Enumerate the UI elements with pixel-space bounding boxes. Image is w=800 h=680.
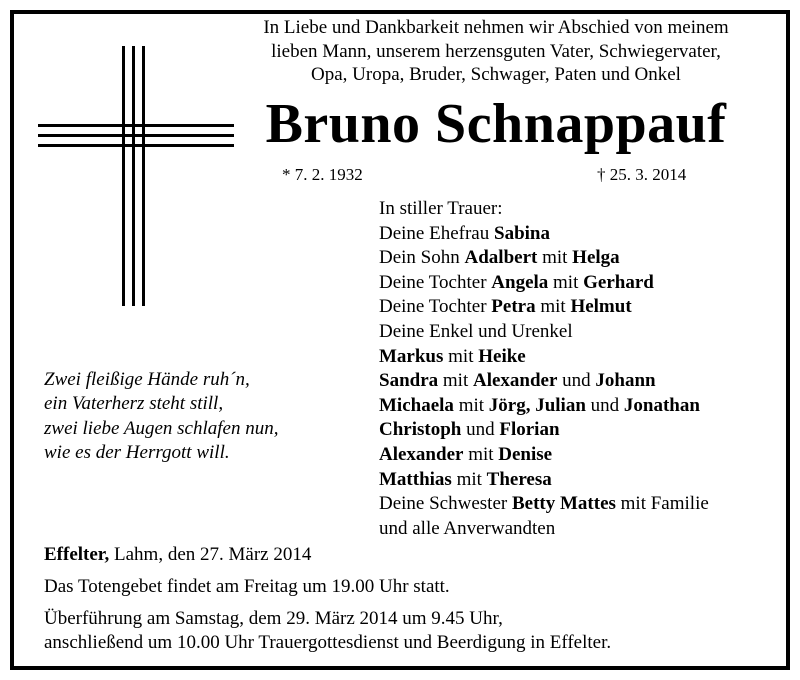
intro-text bbox=[236, 16, 756, 87]
transfer-line: anschließend um 10.00 Uhr Trauergottesdienst und Beerdigung in Effelter. bbox=[44, 632, 612, 653]
mourner-name: Jonathan bbox=[623, 394, 700, 416]
place-date bbox=[44, 543, 784, 567]
deceased-name: Bruno Schnappauf bbox=[265, 93, 727, 155]
mourner-name: Alexander bbox=[379, 443, 464, 465]
mourner-text: und alle Anverwandten bbox=[379, 517, 556, 539]
mourner-text: Deine Schwester bbox=[379, 493, 512, 515]
prayer-info: Das Totengebet findet am Freitag um 19.00 Uhr statt. bbox=[44, 576, 450, 597]
mourner-text: Deine Tochter bbox=[379, 296, 492, 318]
transfer-line: Überführung am Samstag, dem 29. März 2014 um 9.45 Uhr, bbox=[44, 608, 503, 629]
mourner-text: Deine Ehefrau bbox=[379, 222, 494, 244]
mourner-text: mit bbox=[548, 271, 584, 293]
mourners-list bbox=[379, 197, 784, 541]
mourner-line bbox=[379, 443, 784, 468]
mourner-text: mit bbox=[451, 468, 487, 490]
mourner-line bbox=[379, 394, 784, 419]
mourner-name: Florian bbox=[499, 419, 560, 441]
mourner-text: mit bbox=[463, 443, 499, 465]
mourner-lines bbox=[379, 222, 784, 542]
mourner-name: Gerhard bbox=[583, 271, 654, 293]
mourner-name: Angela bbox=[491, 271, 549, 293]
mourner-text: und bbox=[461, 419, 500, 441]
poem-line: wie es der Herrgott will. bbox=[44, 441, 230, 463]
mourner-name: Helga bbox=[572, 247, 620, 269]
mourner-line bbox=[379, 222, 784, 247]
mourner-name: Petra bbox=[491, 296, 536, 318]
mourner-name: Betty Mattes bbox=[511, 493, 616, 515]
poem-line: Zwei fleißige Hände ruh´n, bbox=[44, 369, 250, 390]
intro-line: Opa, Uropa, Bruder, Schwager, Paten und Onkel bbox=[311, 64, 681, 85]
mourner-name: Heike bbox=[478, 345, 526, 367]
poem-line: ein Vaterherz steht still, bbox=[44, 393, 224, 415]
mourner-line bbox=[379, 271, 784, 296]
mourner-name: Denise bbox=[498, 443, 553, 465]
cross-icon bbox=[38, 46, 234, 306]
mourner-text: mit bbox=[453, 394, 489, 416]
mourner-text: mit Familie bbox=[615, 493, 709, 515]
birth-date: * 7. 2. 1932 bbox=[282, 165, 363, 184]
mourner-text: mit bbox=[535, 296, 571, 318]
mourner-text: und bbox=[585, 394, 624, 416]
footer-info bbox=[44, 543, 784, 655]
death-date: † 25. 3. 2014 bbox=[597, 165, 687, 184]
mourner-line bbox=[379, 492, 784, 517]
mourners-heading: In stiller Trauer: bbox=[379, 198, 503, 219]
mourner-name: Sandra bbox=[379, 370, 439, 392]
mourner-name: Theresa bbox=[486, 468, 552, 490]
poem-line: zwei liebe Augen schlafen nun, bbox=[44, 417, 279, 439]
intro-line: lieben Mann, unserem herzensguten Vater, Schwiegervater, bbox=[271, 40, 721, 62]
mourner-line bbox=[379, 295, 784, 320]
mourner-name: Johann bbox=[595, 370, 656, 392]
mourner-line bbox=[379, 320, 784, 345]
mourner-name: Alexander bbox=[472, 370, 558, 392]
mourner-line bbox=[379, 517, 784, 542]
date-text: Lahm, den 27. März 2014 bbox=[109, 544, 312, 565]
mourner-text: mit bbox=[537, 247, 573, 269]
mourner-name: Adalbert bbox=[464, 247, 538, 269]
mourner-text: mit bbox=[438, 370, 473, 392]
mourner-name: Sabina bbox=[494, 222, 550, 244]
mourner-line bbox=[379, 369, 784, 394]
mourner-line bbox=[379, 418, 784, 443]
mourner-name: Matthias bbox=[379, 468, 452, 490]
mourner-text: Deine Tochter bbox=[379, 271, 492, 293]
place-name: Effelter, bbox=[44, 544, 110, 565]
mourner-name: Helmut bbox=[570, 296, 632, 318]
mourner-line bbox=[379, 246, 784, 271]
mourner-text: Dein Sohn bbox=[379, 247, 465, 269]
mourner-line bbox=[379, 468, 784, 493]
mourner-text: mit bbox=[443, 345, 479, 367]
mourner-line bbox=[379, 345, 784, 370]
mourner-text: und bbox=[557, 370, 596, 392]
poem bbox=[44, 368, 344, 465]
mourner-text: Deine Enkel und Urenkel bbox=[379, 320, 573, 342]
mourner-name: Christoph bbox=[379, 419, 462, 441]
mourner-name: Jörg, Julian bbox=[488, 394, 586, 416]
intro-line: In Liebe und Dankbarkeit nehmen wir Abschied von meinem bbox=[263, 17, 729, 38]
mourner-name: Markus bbox=[379, 345, 444, 367]
mourner-name: Michaela bbox=[379, 394, 454, 416]
